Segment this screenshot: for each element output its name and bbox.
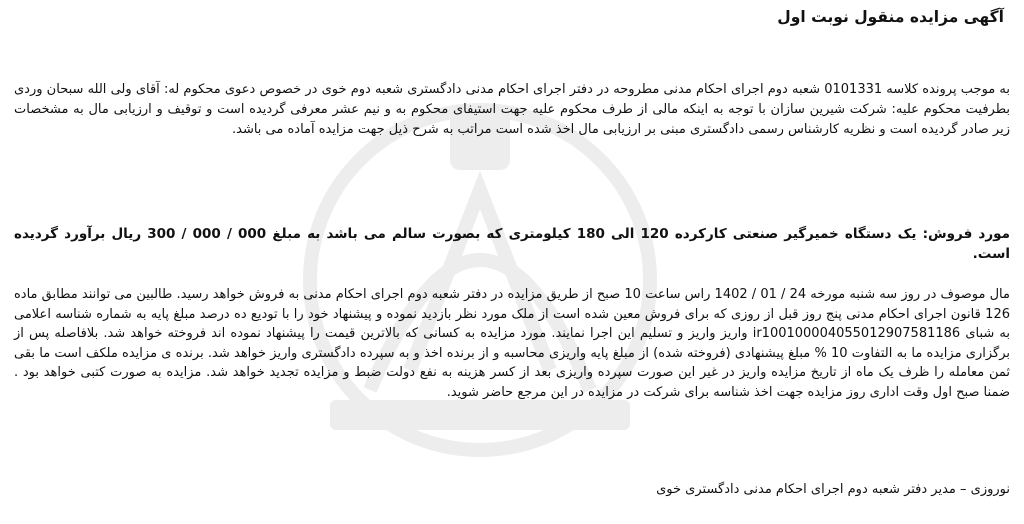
notice-title: آگهی مزایده منقول نوبت اول [777, 8, 1004, 26]
item-for-sale-paragraph: مورد فروش: یک دستگاه خمیرگیر صنعتی کارکرده 120 الی 180 کیلومتری که بصورت سالم می باشد به مبلغ 000 / 000 / 300 ریال برآورد گردیده است. [14, 226, 1010, 262]
signature-line: نوروزی – مدیر دفتر شعبه دوم اجرای احکام مدنی دادگستری خوی [656, 482, 1010, 497]
auction-notice [14, 0, 1010, 524]
intro-paragraph: به موجب پرونده کلاسه 0101331 شعبه دوم اجرای احکام مدنی مطروحه در دفتر اجرای احکام مدنی دادگستری شعبه دوم خوی در خصوص دعوی محکوم له: آقای ولی الله سبحان وردی بطرفیت محکوم علیه: شرکت شیرین سازان با توجه به اینکه مالی از طرف محکوم علیه جهت استیفای محکوم به و نیم عشر معرفی گردیده است و توقیف و ارزیابی مال به مشخصات زیر صادر گردیده است و نظریه کارشناس رسمی دادگستری مبنی بر ارزیابی مال اخذ شده است مراتب به شرح ذیل جهت مزایده آماده می باشد. [14, 82, 1010, 137]
terms-paragraph: مال موصوف در روز سه شنبه مورخه 24 / 01 / 1402 راس ساعت 10 صبح از طریق مزایده در دفتر شعبه دوم اجرای احکام مدنی به فروش خواهد رسید. طالبین می توانند مطابق ماده 126 قانون اجرای احکام مدنی پنج روز قبل از روزی که برای فروش معین شده است از ملک مورد نظر بازدید نموده و پیشنهاد خود را با تودیع ده درصد مبلغ پایه به شماره شناسه اعلامی به شبای ir100100004055012907581186 واریز واریز و تسلیم این اجرا نمایند. مورد مزایده به کسانی که بالاترین قیمت را پیشنهاد نموده اند فروخته خواهد شد. بلافاصله پس از برگزاری مزایده ما به التفاوت 10 % مبلغ پیشنهادی (فروخته شده) از مبلغ پایه واریزی محاسبه و از برنده اخذ و به سپرده دادگستری واریز خواهد شد. برنده ی مزایده ملکف است ما بقی ثمن معامله را ظرف یک ماه از تاریخ مزایده واریز در غیر این صورت سپرده واریزی بعد از کسر هزینه به نفع دولت ضبط و مزایده تجدید خواهد شد. مزایده به صورت کتبی خواهد بود . ضمنا صبح اول وقت اداری روز مزایده جهت اخذ شناسه برای شرکت در مزایده در این مرجع حاضر شوید. [14, 287, 1010, 400]
